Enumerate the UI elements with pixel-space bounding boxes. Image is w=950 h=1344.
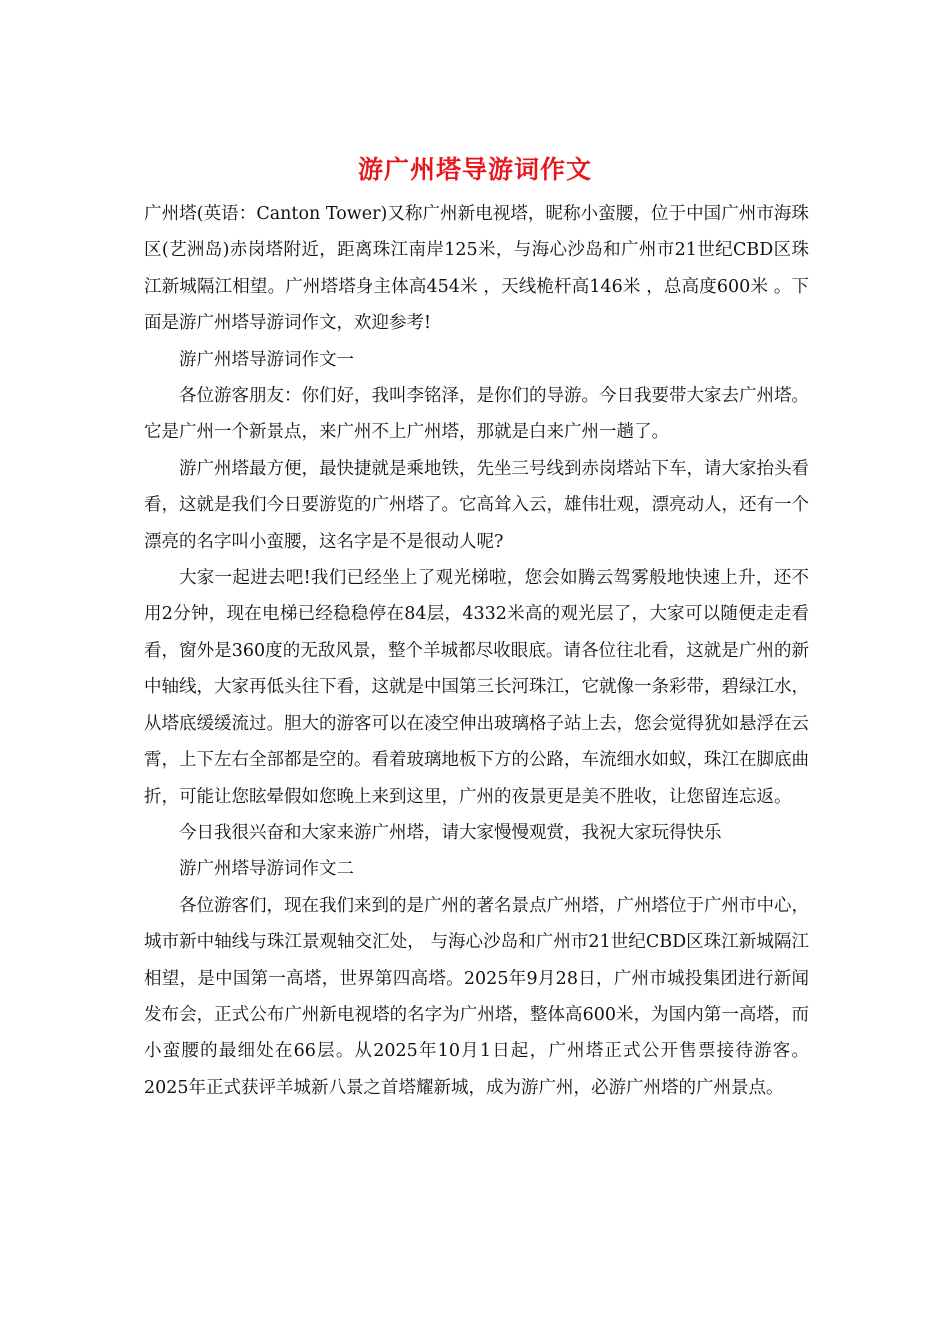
paragraph: 各位游客朋友：你们好，我叫李铭泽，是你们的导游。今日我要带大家去广州塔。它是广州一个新景点，来广州不上广州塔，那就是白来广州一趟了。 — [144, 386, 809, 443]
document-body — [144, 196, 809, 1106]
paragraph: 今日我很兴奋和大家来游广州塔，请大家慢慢观赏，我祝大家玩得快乐 — [179, 822, 722, 843]
section-heading-2: 游广州塔导游词作文二 — [179, 859, 354, 880]
paragraph: 大家一起进去吧!我们已经坐上了观光梯啦，您会如腾云驾雾般地快速上升，还不用2分钟，现在电梯已经稳稳停在84层，4332米高的观光层了，大家可以随便走走看看，窗外是360度的无敌风景，整个羊城都尽收眼底。请各位往北看，这就是广州的新中轴线，大家再低头往下看，这就是中国第三长河珠江，它就像一条彩带，碧绿江水，从塔底缓缓流过。胆大的游客可以在凌空伸出玻璃格子站上去，您会觉得犹如悬浮在云霄，上下左右全部都是空的。看着玻璃地板下方的公路，车流细水如蚁，珠江在脚底曲折，可能让您眩晕假如您晚上来到这里，广州的夜景更是美不胜收，让您留连忘返。 — [144, 568, 809, 807]
document-title: 游广州塔导游词作文 — [357, 155, 592, 184]
paragraph: 各位游客们，现在我们来到的是广州的著名景点广州塔，广州塔位于广州市中心，城市新中轴线与珠江景观轴交汇处， 与海心沙岛和广州市21世纪CBD区珠江新城隔江相望，是中国第一高塔，世界第四高塔。2025年9月28日，广州市城投集团进行新闻发布会，正式公布广州新电视塔的名字为广州塔，整体高600米，为国内第一高塔，而小蛮腰的最细处在66层。从2025年10月1日起，广州塔正式公开售票接待游客。2025年正式获评羊城新八景之首塔耀新城，成为游广州，必游广州塔的广州景点。 — [144, 895, 809, 1098]
intro-paragraph: 广州塔(英语：Canton Tower)又称广州新电视塔，昵称小蛮腰，位于中国广州市海珠区(艺洲岛)赤岗塔附近，距离珠江南岸125米，与海心沙岛和广州市21世纪CBD区珠江新城隔江相望。广州塔塔身主体高454米 ，天线桅杆高146米 ，总高度600米 。下面是游广州塔导游词作文，欢迎参考! — [144, 204, 809, 334]
paragraph: 游广州塔最方便，最快捷就是乘地铁，先坐三号线到赤岗塔站下车，请大家抬头看看，这就是我们今日要游览的广州塔了。它高耸入云，雄伟壮观，漂亮动人，还有一个漂亮的名字叫小蛮腰，这名字是不是很动人呢? — [144, 458, 809, 552]
section-heading-1: 游广州塔导游词作文一 — [179, 349, 354, 370]
